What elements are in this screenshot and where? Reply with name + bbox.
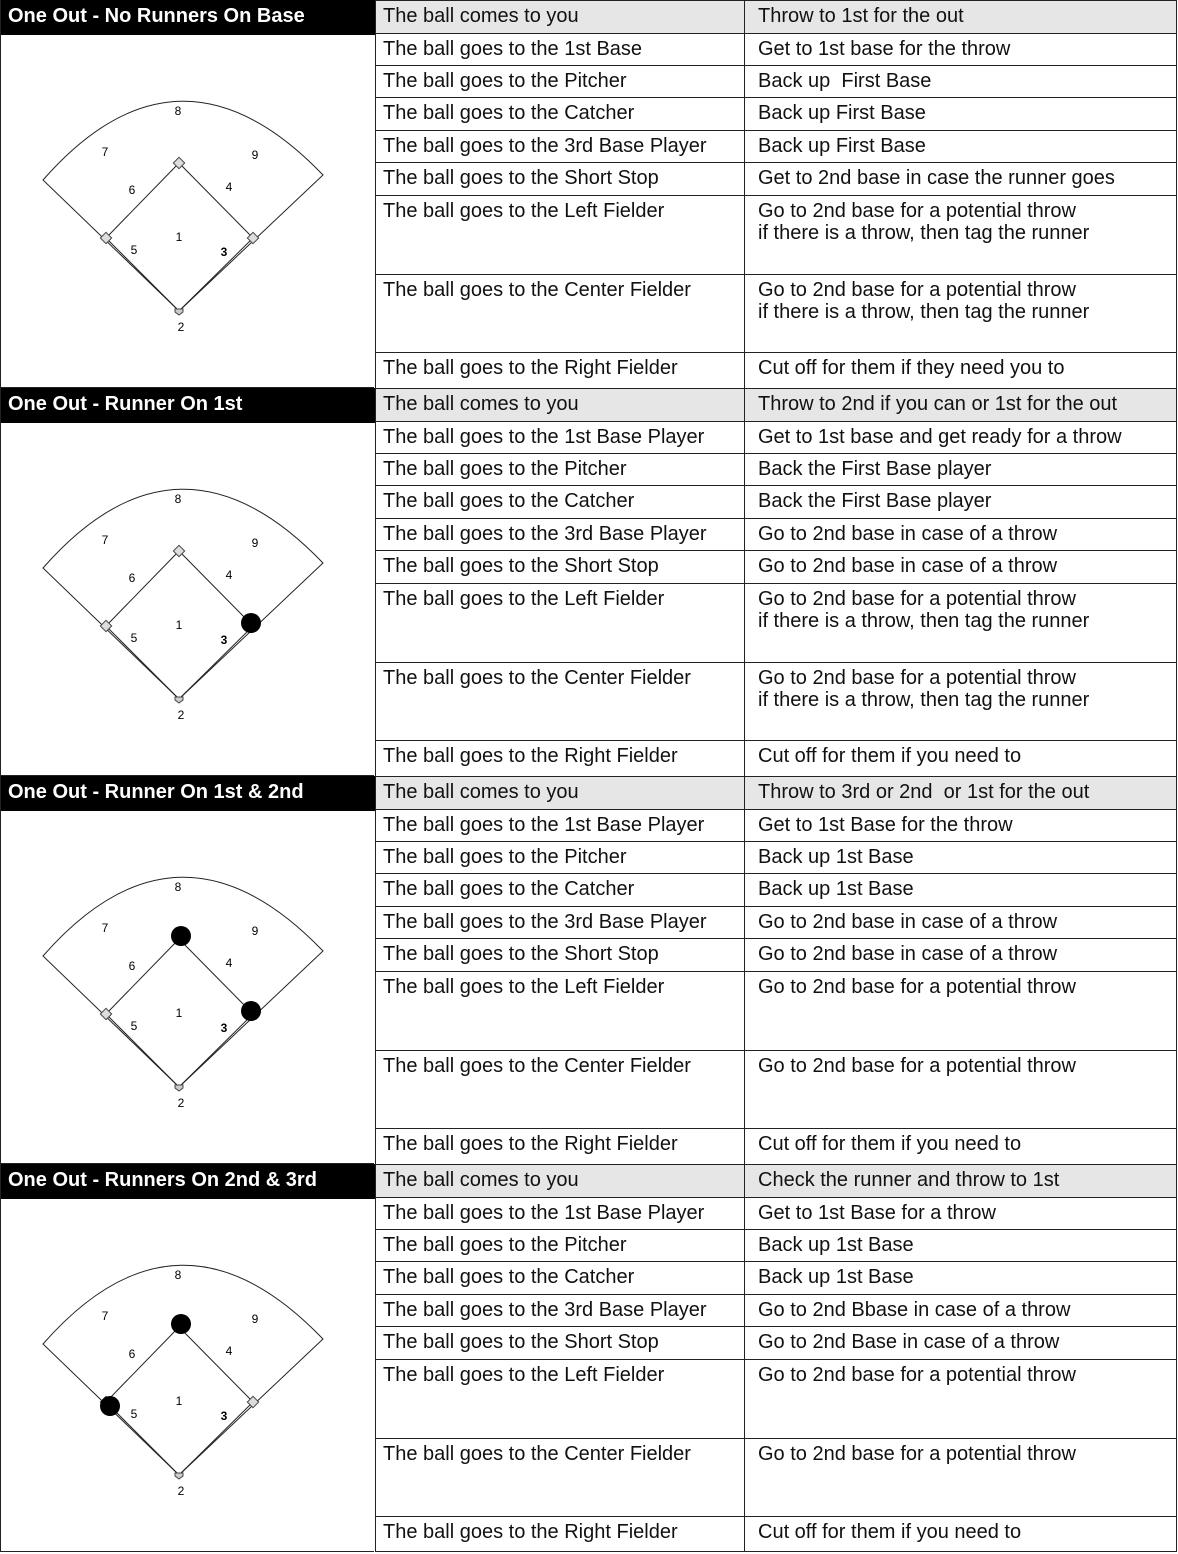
table-row <box>375 1050 1177 1128</box>
position-label-pitcher: 1 <box>175 230 183 244</box>
situation-cell: The ball goes to the 3rd Base Player <box>376 907 745 938</box>
table-row <box>375 195 1177 274</box>
action-cell: Back up 1st Base <box>758 878 914 900</box>
position-label-first-base: 3 <box>220 1021 228 1035</box>
action-cell: Go to 2nd base for a potential throw <box>758 1364 1076 1386</box>
situation-cell: The ball goes to the Catcher <box>376 1262 745 1294</box>
position-label-center-field: 8 <box>174 104 182 118</box>
position-label-short-stop: 6 <box>128 959 136 973</box>
table-row <box>375 33 1177 65</box>
action-cell: Go to 2nd base for a potential throw <box>758 1443 1076 1465</box>
situation-cell: The ball goes to the Catcher <box>376 874 745 906</box>
table-row <box>375 1294 1177 1326</box>
action-cell: Back the First Base player <box>758 490 992 512</box>
runner-on-second-icon <box>171 926 191 946</box>
position-label-third-base: 5 <box>130 1407 138 1421</box>
table-row <box>375 1326 1177 1359</box>
table-row <box>375 841 1177 873</box>
action-cell: Cut off for them if they need you to <box>758 357 1065 379</box>
runner-on-third-icon <box>100 1396 120 1416</box>
position-label-second-base: 4 <box>225 956 233 970</box>
action-cell: Cut off for them if you need to <box>758 1521 1022 1543</box>
situation-cell: The ball goes to the Short Stop <box>376 163 745 195</box>
position-label-third-base: 5 <box>130 243 138 257</box>
scenario-section <box>0 0 1178 388</box>
situation-cell: The ball goes to the Catcher <box>376 98 745 130</box>
table-row <box>375 130 1177 162</box>
position-label-pitcher: 1 <box>175 1006 183 1020</box>
situation-cell: The ball goes to the 1st Base Player <box>376 1198 745 1229</box>
situation-cell: The ball goes to the Pitcher <box>376 66 745 97</box>
scenario-title: One Out - No Runners On Base <box>1 0 375 35</box>
action-cell: Go to 2nd Bbase in case of a throw <box>758 1299 1071 1321</box>
action-cell: Back up First Base <box>758 102 926 124</box>
table-row <box>375 162 1177 195</box>
situation-cell: The ball comes to you <box>376 1165 745 1197</box>
action-cell: Go to 2nd base for a potential throw <box>758 976 1076 998</box>
table-header-row <box>375 1164 1177 1197</box>
scenario-diagram-panel <box>0 776 374 1164</box>
situation-cell: The ball goes to the 1st Base Player <box>376 422 745 453</box>
table-row <box>375 583 1177 662</box>
outfield-outline <box>43 877 323 1087</box>
table-row <box>375 873 1177 906</box>
table-row <box>375 65 1177 97</box>
action-cell: Back up 1st Base <box>758 846 914 868</box>
table-row <box>375 518 1177 550</box>
position-label-right-field: 9 <box>251 148 259 162</box>
position-label-catcher: 2 <box>177 320 185 334</box>
position-label-left-field: 7 <box>101 921 109 935</box>
situation-cell: The ball goes to the 1st Base <box>376 34 745 65</box>
situation-cell: The ball goes to the Short Stop <box>376 551 745 583</box>
action-cell: Get to 2nd base in case the runner goes <box>758 167 1115 189</box>
field-diagram <box>1 35 375 385</box>
runner-on-first-icon <box>241 613 261 633</box>
situation-cell: The ball goes to the Pitcher <box>376 454 745 485</box>
action-cell: Go to 2nd base in case of a throw <box>758 911 1058 933</box>
field-diagram <box>1 423 375 773</box>
table-row <box>375 1197 1177 1229</box>
position-label-short-stop: 6 <box>128 571 136 585</box>
action-cell: Throw to 1st for the out <box>758 5 964 27</box>
action-cell: Go to 2nd base for a potential throw <box>758 1055 1076 1077</box>
action-cell: Throw to 2nd if you can or 1st for the out <box>758 393 1118 415</box>
situation-cell: The ball goes to the Right Fielder <box>376 741 745 776</box>
table-row <box>375 550 1177 583</box>
table-row <box>375 1359 1177 1438</box>
situation-cell: The ball goes to the Left Fielder <box>376 584 745 662</box>
situation-cell: The ball goes to the Short Stop <box>376 939 745 971</box>
situation-cell: The ball goes to the Left Fielder <box>376 196 745 274</box>
scenario-title: One Out - Runner On 1st & 2nd <box>1 776 375 811</box>
situation-cell: The ball goes to the Right Fielder <box>376 1517 745 1551</box>
scenario-section <box>0 388 1178 776</box>
situation-cell: The ball comes to you <box>376 389 745 421</box>
position-label-catcher: 2 <box>177 1484 185 1498</box>
field-diagram <box>1 1199 375 1549</box>
position-label-pitcher: 1 <box>175 618 183 632</box>
situation-cell: The ball goes to the Pitcher <box>376 1230 745 1261</box>
action-cell: Back up First Base <box>758 135 926 157</box>
outfield-outline <box>43 101 323 311</box>
position-label-short-stop: 6 <box>128 1347 136 1361</box>
position-label-center-field: 8 <box>174 492 182 506</box>
situation-cell: The ball goes to the Center Fielder <box>376 663 745 740</box>
position-label-center-field: 8 <box>174 880 182 894</box>
table-row <box>375 453 1177 485</box>
table-row <box>375 1229 1177 1261</box>
situation-cell: The ball goes to the Center Fielder <box>376 1051 745 1128</box>
situation-cell: The ball goes to the Right Fielder <box>376 353 745 388</box>
action-cell: Go to 2nd Base in case of a throw <box>758 1331 1060 1353</box>
table-row <box>375 421 1177 453</box>
action-cell: Go to 2nd base in case of a throw <box>758 523 1058 545</box>
situation-cell: The ball goes to the 1st Base Player <box>376 810 745 841</box>
position-label-catcher: 2 <box>177 1096 185 1110</box>
scenario-title: One Out - Runner On 1st <box>1 388 375 423</box>
situation-cell: The ball goes to the Center Fielder <box>376 275 745 352</box>
position-label-second-base: 4 <box>225 180 233 194</box>
table-row <box>375 1128 1177 1164</box>
situation-cell: The ball goes to the Short Stop <box>376 1327 745 1359</box>
position-label-right-field: 9 <box>251 924 259 938</box>
situation-cell: The ball comes to you <box>376 777 745 809</box>
position-label-third-base: 5 <box>130 1019 138 1033</box>
table-row <box>375 352 1177 388</box>
action-cell: Go to 2nd base for a potential throw if there is a throw, then tag the runner <box>758 200 1090 244</box>
table-row <box>375 274 1177 352</box>
table-row <box>375 1261 1177 1294</box>
position-label-left-field: 7 <box>101 1309 109 1323</box>
position-label-short-stop: 6 <box>128 183 136 197</box>
position-label-left-field: 7 <box>101 145 109 159</box>
situation-cell: The ball goes to the 3rd Base Player <box>376 131 745 162</box>
position-label-right-field: 9 <box>251 1312 259 1326</box>
situation-cell: The ball goes to the Right Fielder <box>376 1129 745 1164</box>
position-label-second-base: 4 <box>225 568 233 582</box>
table-row <box>375 906 1177 938</box>
table-header-row <box>375 388 1177 421</box>
action-cell: Throw to 3rd or 2nd or 1st for the out <box>758 781 1090 803</box>
action-cell: Back up 1st Base <box>758 1234 914 1256</box>
situation-cell: The ball comes to you <box>376 1 745 33</box>
action-cell: Cut off for them if you need to <box>758 745 1022 767</box>
scenario-section <box>0 776 1178 1164</box>
scenario-section <box>0 1164 1178 1552</box>
action-cell: Go to 2nd base in case of a throw <box>758 555 1058 577</box>
situation-cell: The ball goes to the 3rd Base Player <box>376 1295 745 1326</box>
action-cell: Go to 2nd base for a potential throw if there is a throw, then tag the runner <box>758 588 1090 632</box>
table-row <box>375 740 1177 776</box>
table-row <box>375 809 1177 841</box>
situation-cell: The ball goes to the Pitcher <box>376 842 745 873</box>
home-plate-marker <box>175 697 183 703</box>
position-label-catcher: 2 <box>177 708 185 722</box>
action-cell: Get to 1st Base for the throw <box>758 814 1013 836</box>
action-cell: Check the runner and throw to 1st <box>758 1169 1060 1191</box>
table-row <box>375 97 1177 130</box>
action-cell: Back up First Base <box>758 70 932 92</box>
action-cell: Go to 2nd base for a potential throw if there is a throw, then tag the runner <box>758 279 1090 323</box>
position-label-center-field: 8 <box>174 1268 182 1282</box>
position-label-first-base: 3 <box>220 633 228 647</box>
table-row <box>375 662 1177 740</box>
home-plate-marker <box>175 1473 183 1479</box>
runner-on-second-icon <box>171 1314 191 1334</box>
field-diagram <box>1 811 375 1161</box>
position-label-left-field: 7 <box>101 533 109 547</box>
position-label-second-base: 4 <box>225 1344 233 1358</box>
action-cell: Go to 2nd base for a potential throw if there is a throw, then tag the runner <box>758 667 1090 711</box>
situation-cell: The ball goes to the Catcher <box>376 486 745 518</box>
runner-on-first-icon <box>241 1001 261 1021</box>
action-cell: Go to 2nd base in case of a throw <box>758 943 1058 965</box>
action-cell: Cut off for them if you need to <box>758 1133 1022 1155</box>
position-label-pitcher: 1 <box>175 1394 183 1408</box>
scenario-diagram-panel <box>0 1164 374 1552</box>
home-plate-marker <box>175 309 183 315</box>
table-row <box>375 485 1177 518</box>
scenario-diagram-panel <box>0 388 374 776</box>
table-row <box>375 1438 1177 1516</box>
position-label-first-base: 3 <box>220 245 228 259</box>
action-cell: Back up 1st Base <box>758 1266 914 1288</box>
table-header-row <box>375 0 1177 33</box>
outfield-outline <box>43 489 323 699</box>
table-row <box>375 971 1177 1050</box>
scenario-diagram-panel <box>0 0 374 388</box>
home-plate-marker <box>175 1085 183 1091</box>
action-cell: Get to 1st Base for a throw <box>758 1202 996 1224</box>
situation-cell: The ball goes to the 3rd Base Player <box>376 519 745 550</box>
table-row <box>375 1516 1177 1552</box>
table-header-row <box>375 776 1177 809</box>
outfield-outline <box>43 1265 323 1475</box>
table-row <box>375 938 1177 971</box>
position-label-first-base: 3 <box>220 1409 228 1423</box>
situation-cell: The ball goes to the Center Fielder <box>376 1439 745 1516</box>
position-label-right-field: 9 <box>251 536 259 550</box>
action-cell: Get to 1st base for the throw <box>758 38 1011 60</box>
position-label-third-base: 5 <box>130 631 138 645</box>
situation-cell: The ball goes to the Left Fielder <box>376 1360 745 1438</box>
scenario-title: One Out - Runners On 2nd & 3rd <box>1 1164 375 1199</box>
action-cell: Get to 1st base and get ready for a throw <box>758 426 1122 448</box>
action-cell: Back the First Base player <box>758 458 992 480</box>
situation-cell: The ball goes to the Left Fielder <box>376 972 745 1050</box>
